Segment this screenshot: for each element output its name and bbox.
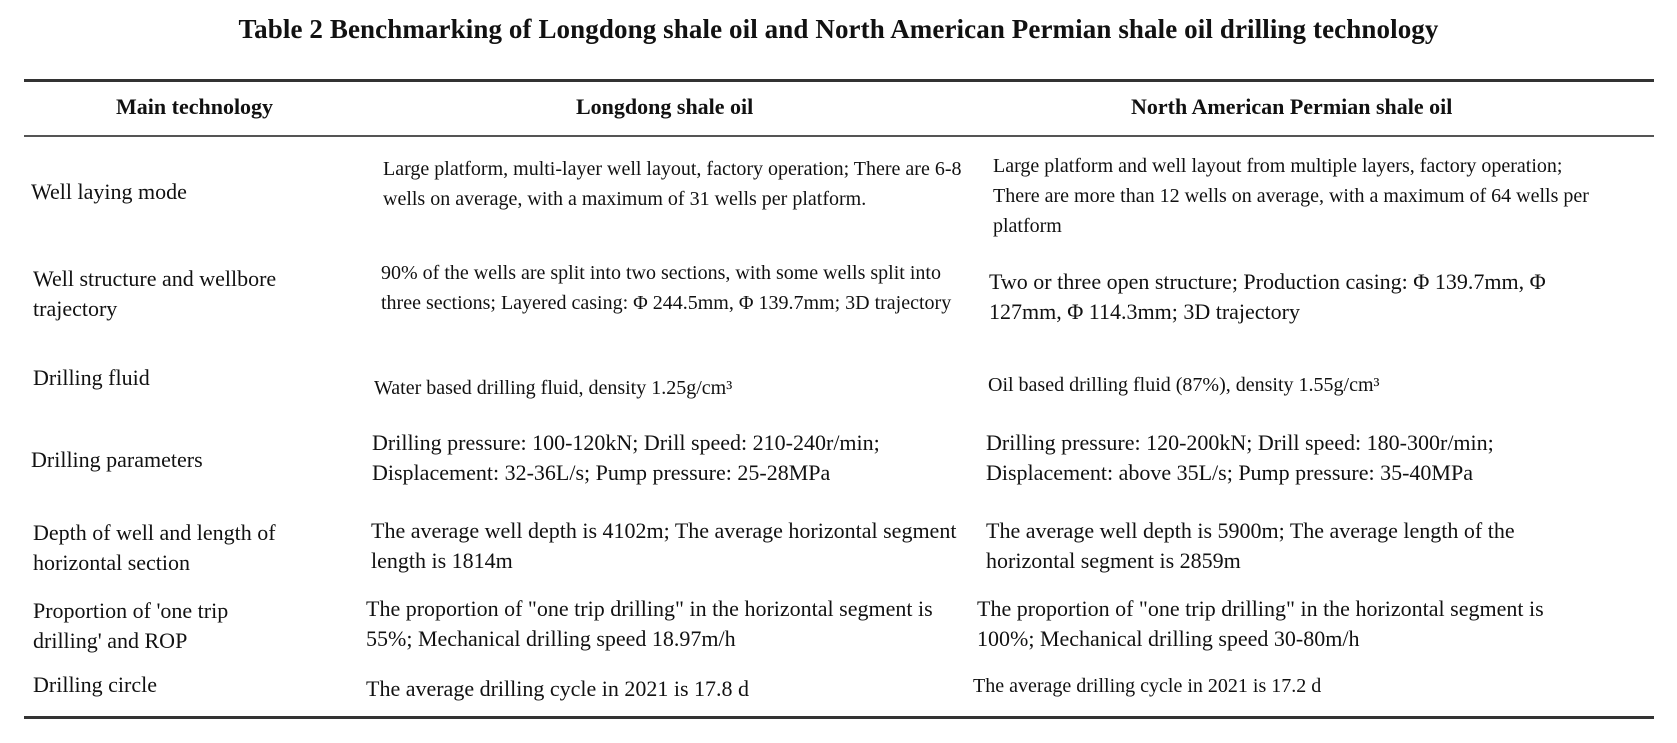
- row-longdong: Water based drilling fluid, density 1.25g/cm³: [374, 377, 733, 399]
- row-longdong: The proportion of "one trip drilling" in the horizontal segment is 55%; Mechanical drilling speed 18.97m/h: [366, 596, 933, 651]
- table-caption: Table 2 Benchmarking of Longdong shale oil and North American Permian shale oil drilling technology: [238, 14, 1439, 44]
- row-permian: The average drilling cycle in 2021 is 17.2 d: [973, 675, 1322, 697]
- table-top-rule: [24, 79, 1654, 82]
- row-permian: The proportion of "one trip drilling" in the horizontal segment is 100%; Mechanical drilling speed 30-80m/h: [977, 596, 1544, 651]
- header-longdong: Longdong shale oil: [576, 94, 754, 119]
- row-longdong: Drilling pressure: 100-120kN; Drill speed: 210-240r/min; Displacement: 32-36L/s; Pump pressure: 25-28MPa: [372, 430, 880, 485]
- row-longdong: Large platform, multi-layer well layout, factory operation; There are 6-8 wells on average, with a maximum of 31 wells per platform.: [383, 158, 962, 210]
- row-technology: Well laying mode: [31, 179, 187, 204]
- table-bottom-rule: [24, 716, 1654, 719]
- row-technology: Drilling circle: [33, 672, 158, 697]
- row-longdong: The average well depth is 4102m; The average horizontal segment length is 1814m: [371, 518, 957, 573]
- row-longdong: 90% of the wells are split into two sections, with some wells split into three sections; Layered casing: Φ 244.5mm, Φ 139.7mm; 3D trajectory: [381, 262, 952, 314]
- row-permian: Drilling pressure: 120-200kN; Drill speed: 180-300r/min; Displacement: above 35L/s; Pump pressure: 35-40MPa: [986, 430, 1494, 485]
- row-longdong: The average drilling cycle in 2021 is 17.8 d: [366, 676, 750, 701]
- row-permian: Large platform and well layout from multiple layers, factory operation; There are more than 12 wells on average, with a maximum of 64 wells per platform: [993, 155, 1589, 237]
- header-permian: North American Permian shale oil: [1131, 94, 1453, 119]
- row-permian: Oil based drilling fluid (87%), density 1.55g/cm³: [988, 374, 1380, 396]
- row-technology: Drilling parameters: [31, 447, 203, 472]
- header-main-technology: Main technology: [116, 94, 274, 119]
- table-header-rule: [24, 135, 1654, 137]
- row-technology: Well structure and wellbore trajectory: [33, 266, 277, 321]
- row-technology: Proportion of 'one trip drilling' and ROP: [33, 598, 229, 653]
- row-permian: The average well depth is 5900m; The average length of the horizontal segment is 2859m: [986, 518, 1515, 573]
- row-permian: Two or three open structure; Production casing: Φ 139.7mm, Φ 127mm, Φ 114.3mm; 3D trajectory: [989, 269, 1546, 324]
- row-technology: Drilling fluid: [33, 365, 150, 390]
- row-technology: Depth of well and length of horizontal section: [33, 520, 276, 575]
